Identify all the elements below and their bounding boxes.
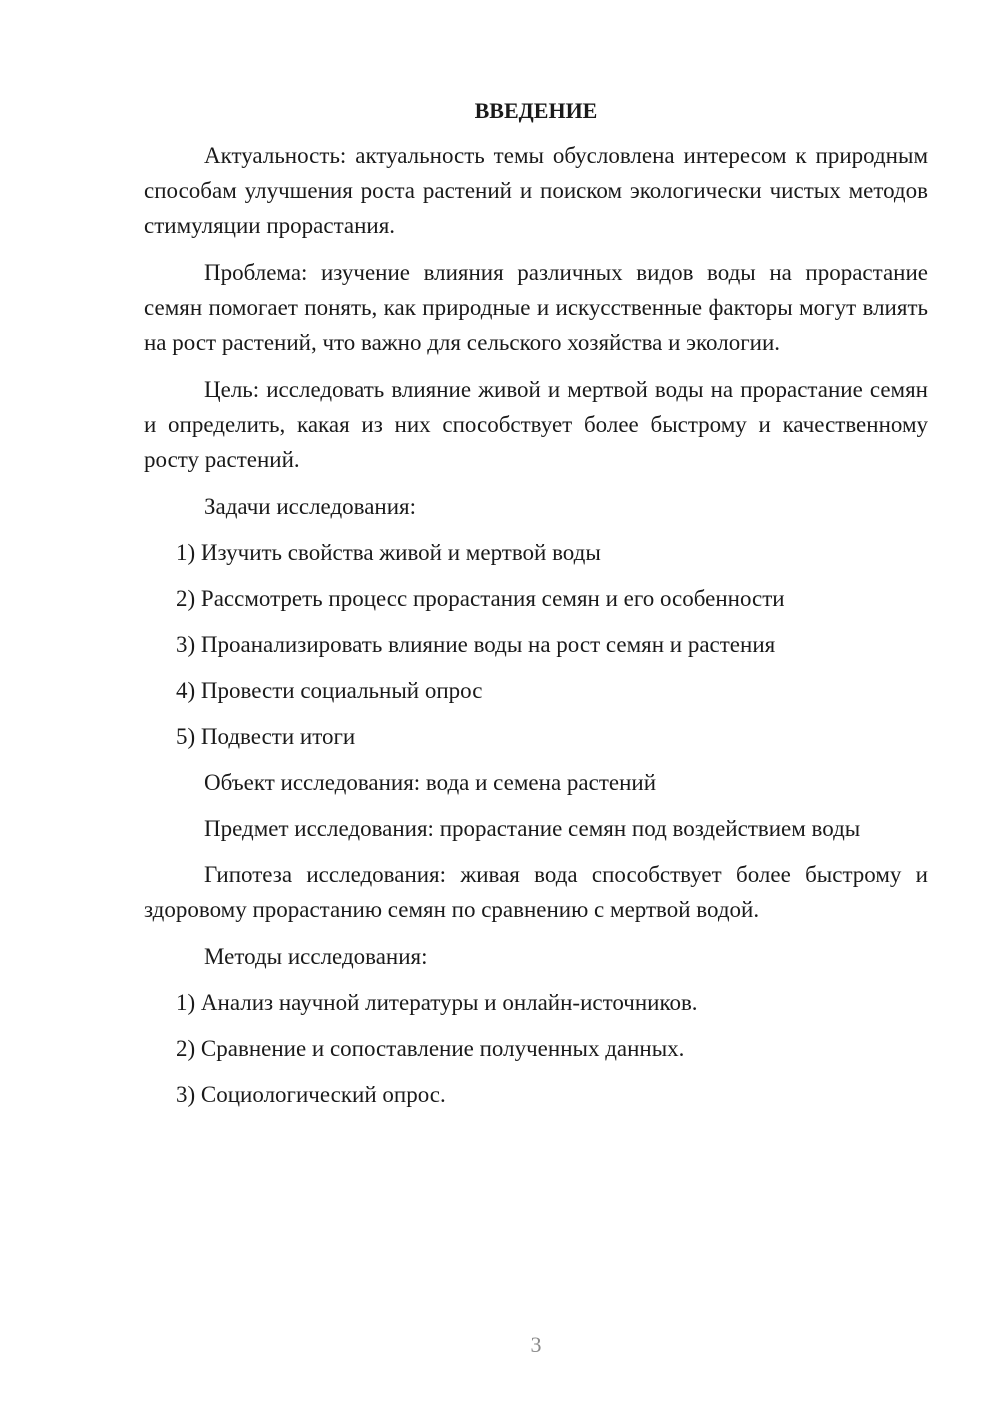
research-subject: Предмет исследования: прорастание семян под воздействием воды	[204, 816, 861, 841]
task-item: 4) Провести социальный опрос	[176, 678, 483, 703]
hypothesis-paragraph: Гипотеза исследования: живая вода способствует более быстрому и здоровому прорастанию семян по сравнению с мертвой водой.	[144, 862, 928, 922]
task-item: 3) Проанализировать влияние воды на рост семян и растения	[176, 632, 776, 657]
research-object: Объект исследования: вода и семена растений	[204, 770, 657, 795]
task-item: 5) Подвести итоги	[176, 724, 356, 749]
method-item: 1) Анализ научной литературы и онлайн-источников.	[176, 990, 698, 1015]
method-item: 2) Сравнение и сопоставление полученных данных.	[176, 1036, 685, 1061]
tasks-list	[144, 535, 928, 754]
tasks-heading: Задачи исследования:	[204, 494, 417, 519]
page-number: 3	[530, 1332, 542, 1357]
document-page	[144, 96, 928, 1123]
relevance-paragraph: Актуальность: актуальность темы обусловлена интересом к природным способам улучшения роста растений и поиском экологически чистых методов стимуляции прорастания.	[144, 143, 928, 238]
task-item: 2) Рассмотреть процесс прорастания семян и его особенности	[176, 586, 785, 611]
task-item: 1) Изучить свойства живой и мертвой воды	[176, 540, 601, 565]
method-item: 3) Социологический опрос.	[176, 1082, 446, 1107]
methods-heading: Методы исследования:	[204, 944, 428, 969]
page-title: ВВЕДЕНИЕ	[474, 98, 598, 123]
goal-paragraph: Цель: исследовать влияние живой и мертвой воды на прорастание семян и определить, какая из них способствует более быстрому и качественному росту растений.	[144, 377, 928, 472]
problem-paragraph: Проблема: изучение влияния различных видов воды на прорастание семян помогает понять, как природные и искусственные факторы могут влиять на рост растений, что важно для сельского хозяйства и экологии.	[144, 260, 928, 355]
methods-list	[144, 985, 928, 1112]
